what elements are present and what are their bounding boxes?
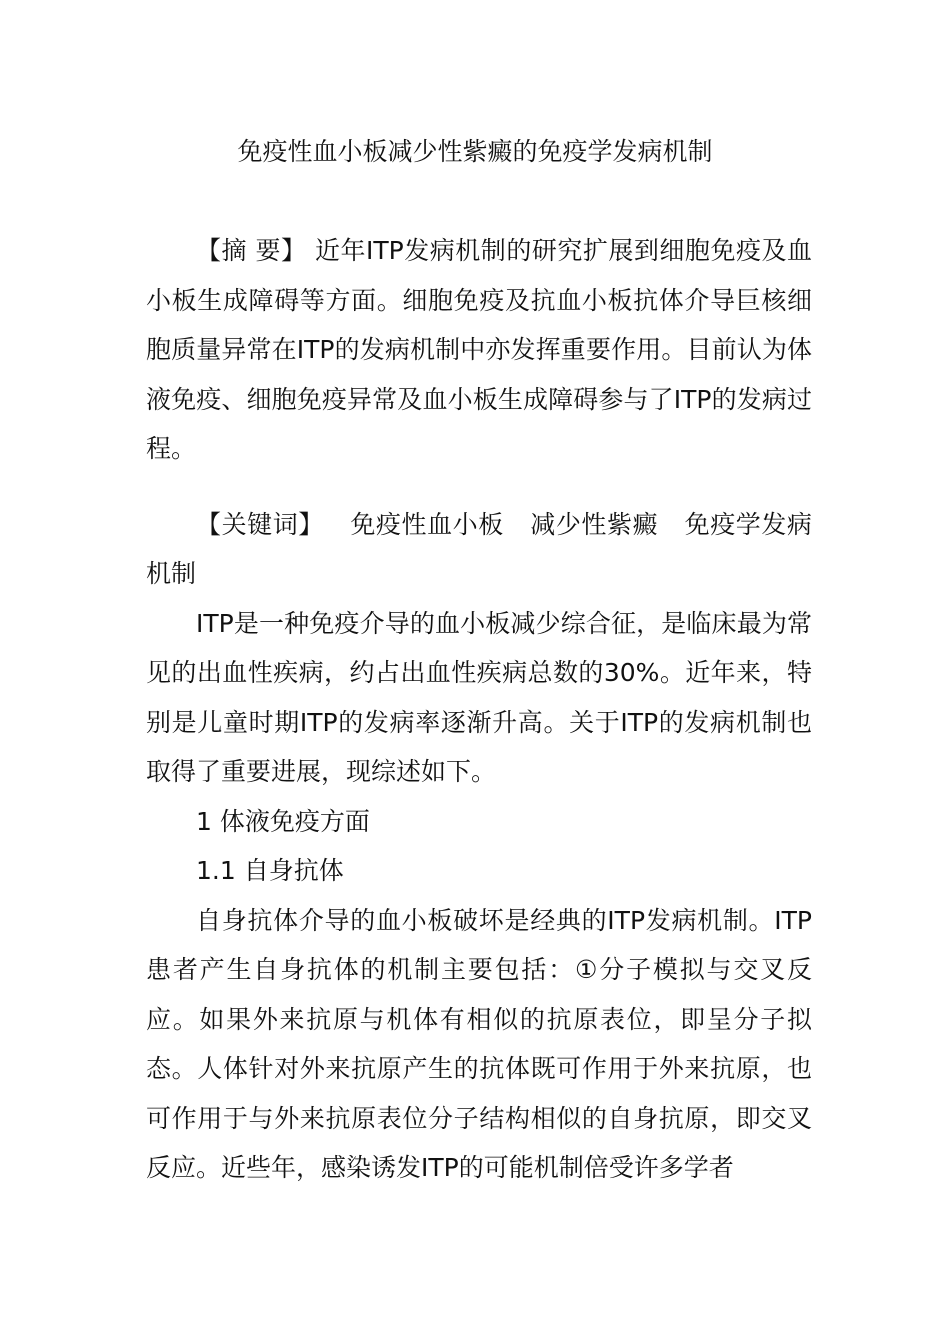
section-gap [146,474,812,500]
keyword-item: 减少性紫癜 [530,509,659,539]
keyword-item: 免疫学发病机制 [146,509,812,588]
keywords-paragraph [146,500,812,599]
keyword-item: 免疫性血小板 [350,509,504,539]
abstract-label: 【摘 要】 [196,236,307,265]
section-paragraph: 自身抗体介导的血小板破坏是经典的ITP发病机制。ITP患者产生自身抗体的机制主要包括：①分子模拟与交叉反应。如果外来抗原与机体有相似的抗原表位，即呈分子拟态。人体针对外来抗原产生的抗体既可作用于外来抗原，也可作用于与外来抗原表位分子结构相似的自身抗原，即交叉反应。近些年，感染诱发ITP的可能机制倍受许多学者 [146,905,812,1182]
abstract-text: 近年ITP发病机制的研究扩展到细胞免疫及血小板生成障碍等方面。细胞免疫及抗血小板抗体介导巨核细胞质量异常在ITP的发病机制中亦发挥重要作用。目前认为体液免疫、细胞免疫异常及血小板生成障碍参与了ITP的发病过程。 [146,236,812,463]
subsection-heading: 1.1 自身抗体 [196,856,344,885]
abstract-paragraph [146,226,812,474]
document-body [146,226,812,1193]
keywords-label: 【关键词】 [196,509,324,539]
document-title: 免疫性血小板减少性紫癜的免疫学发病机制 [237,137,713,166]
intro-paragraph: ITP是一种免疫介导的血小板减少综合征，是临床最为常见的出血性疾病，约占出血性疾病总数的30%。近年来，特别是儿童时期ITP的发病率逐渐升高。关于ITP的发病机制也取得了重要进展，现综述如下。 [146,608,812,786]
section-heading: 1 体液免疫方面 [196,806,370,836]
